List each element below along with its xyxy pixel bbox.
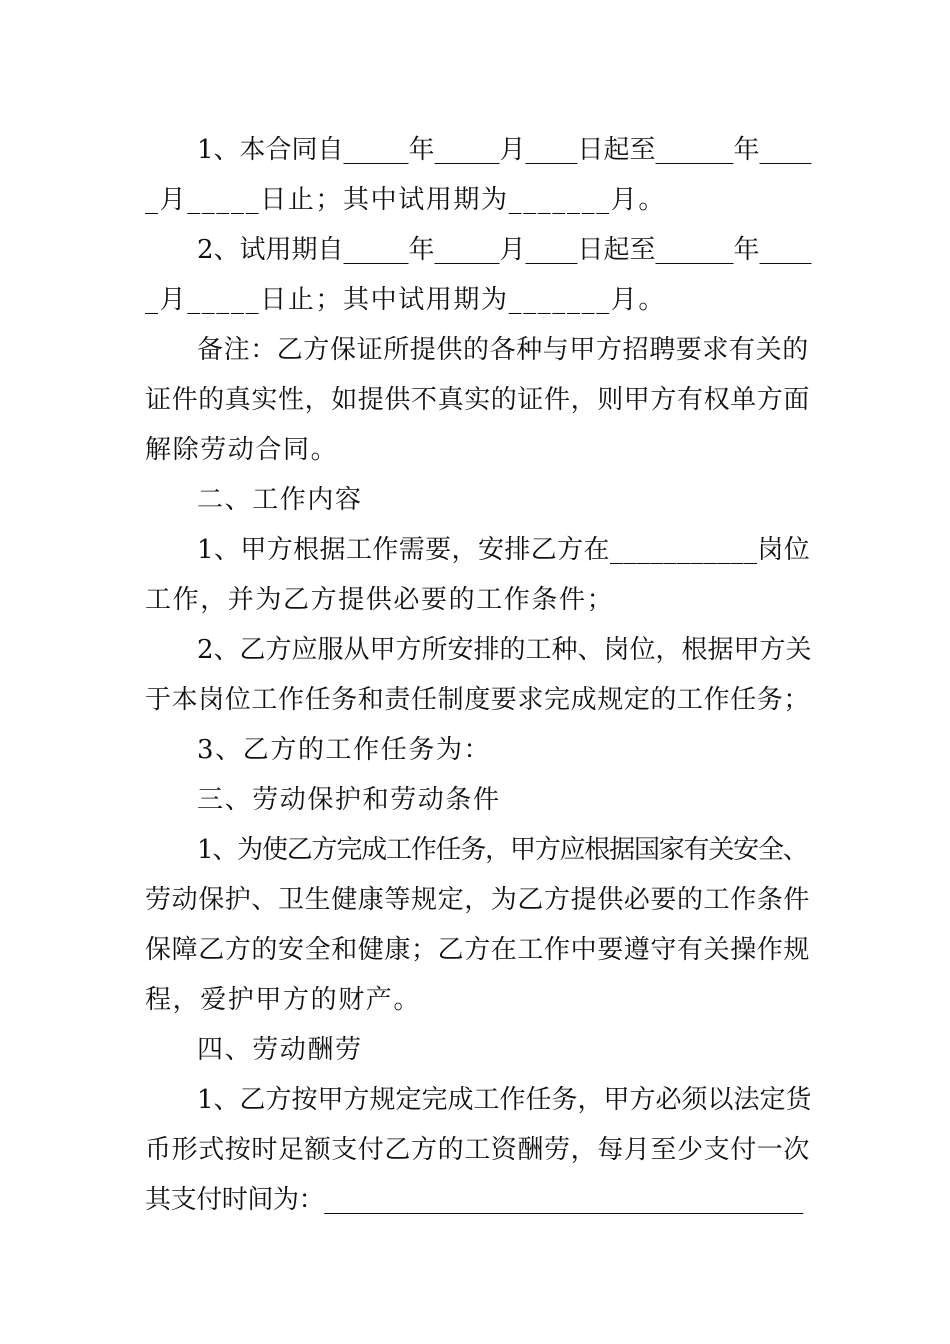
work-clause-3: 3、乙方的工作任务为： [197, 735, 492, 765]
clause-contract-term-line-1: 1、本合同自_____年_____月____日起至______年____ [197, 135, 812, 165]
protection-clause-line-4: 程，爱护甲方的财产。 [145, 985, 422, 1015]
clause-probation-line-1: 2、试用期自_____年_____月____日起至______年____ [197, 235, 812, 265]
remark-line-1: 备注：乙方保证所提供的各种与甲方招聘要求有关的 [197, 335, 809, 365]
remark-line-3: 解除劳动合同。 [145, 435, 339, 465]
clause-probation-line-2: _月_____日止；其中试用期为_______月。 [145, 285, 667, 315]
protection-clause-line-3: 保障乙方的安全和健康；乙方在工作中要遵守有关操作规 [145, 935, 811, 965]
section-heading-labor-protection: 三、劳动保护和劳动条件 [197, 785, 501, 815]
work-clause-1-line-1: 1、甲方根据工作需要，安排乙方在___________岗位 [197, 535, 811, 565]
remuneration-clause-line-2: 币形式按时足额支付乙方的工资酬劳，每月至少支付一次 [145, 1135, 811, 1165]
section-heading-work-content: 二、工作内容 [197, 485, 363, 515]
clause-contract-term-line-2: _月_____日止；其中试用期为_______月。 [145, 185, 667, 215]
work-clause-2-line-2: 于本岗位工作任务和责任制度要求完成规定的工作任务； [145, 685, 811, 715]
work-clause-1-line-2: 工作，并为乙方提供必要的工作条件； [145, 585, 615, 615]
section-heading-remuneration: 四、劳动酬劳 [197, 1035, 363, 1065]
protection-clause-line-1: 1、为使乙方完成工作任务，甲方应根据国家有关安全、 [197, 835, 808, 865]
work-clause-2-line-1: 2、乙方应服从甲方所安排的工种、岗位，根据甲方关 [197, 635, 812, 665]
remuneration-clause-line-1: 1、乙方按甲方规定完成工作任务，甲方必须以法定货 [197, 1085, 812, 1115]
remuneration-clause-line-3: 其支付时间为：______________________________________ [145, 1185, 804, 1215]
remark-line-2: 证件的真实性，如提供不真实的证件，则甲方有权单方面 [145, 385, 811, 415]
protection-clause-line-2: 劳动保护、卫生健康等规定，为乙方提供必要的工作条件 [145, 885, 811, 915]
